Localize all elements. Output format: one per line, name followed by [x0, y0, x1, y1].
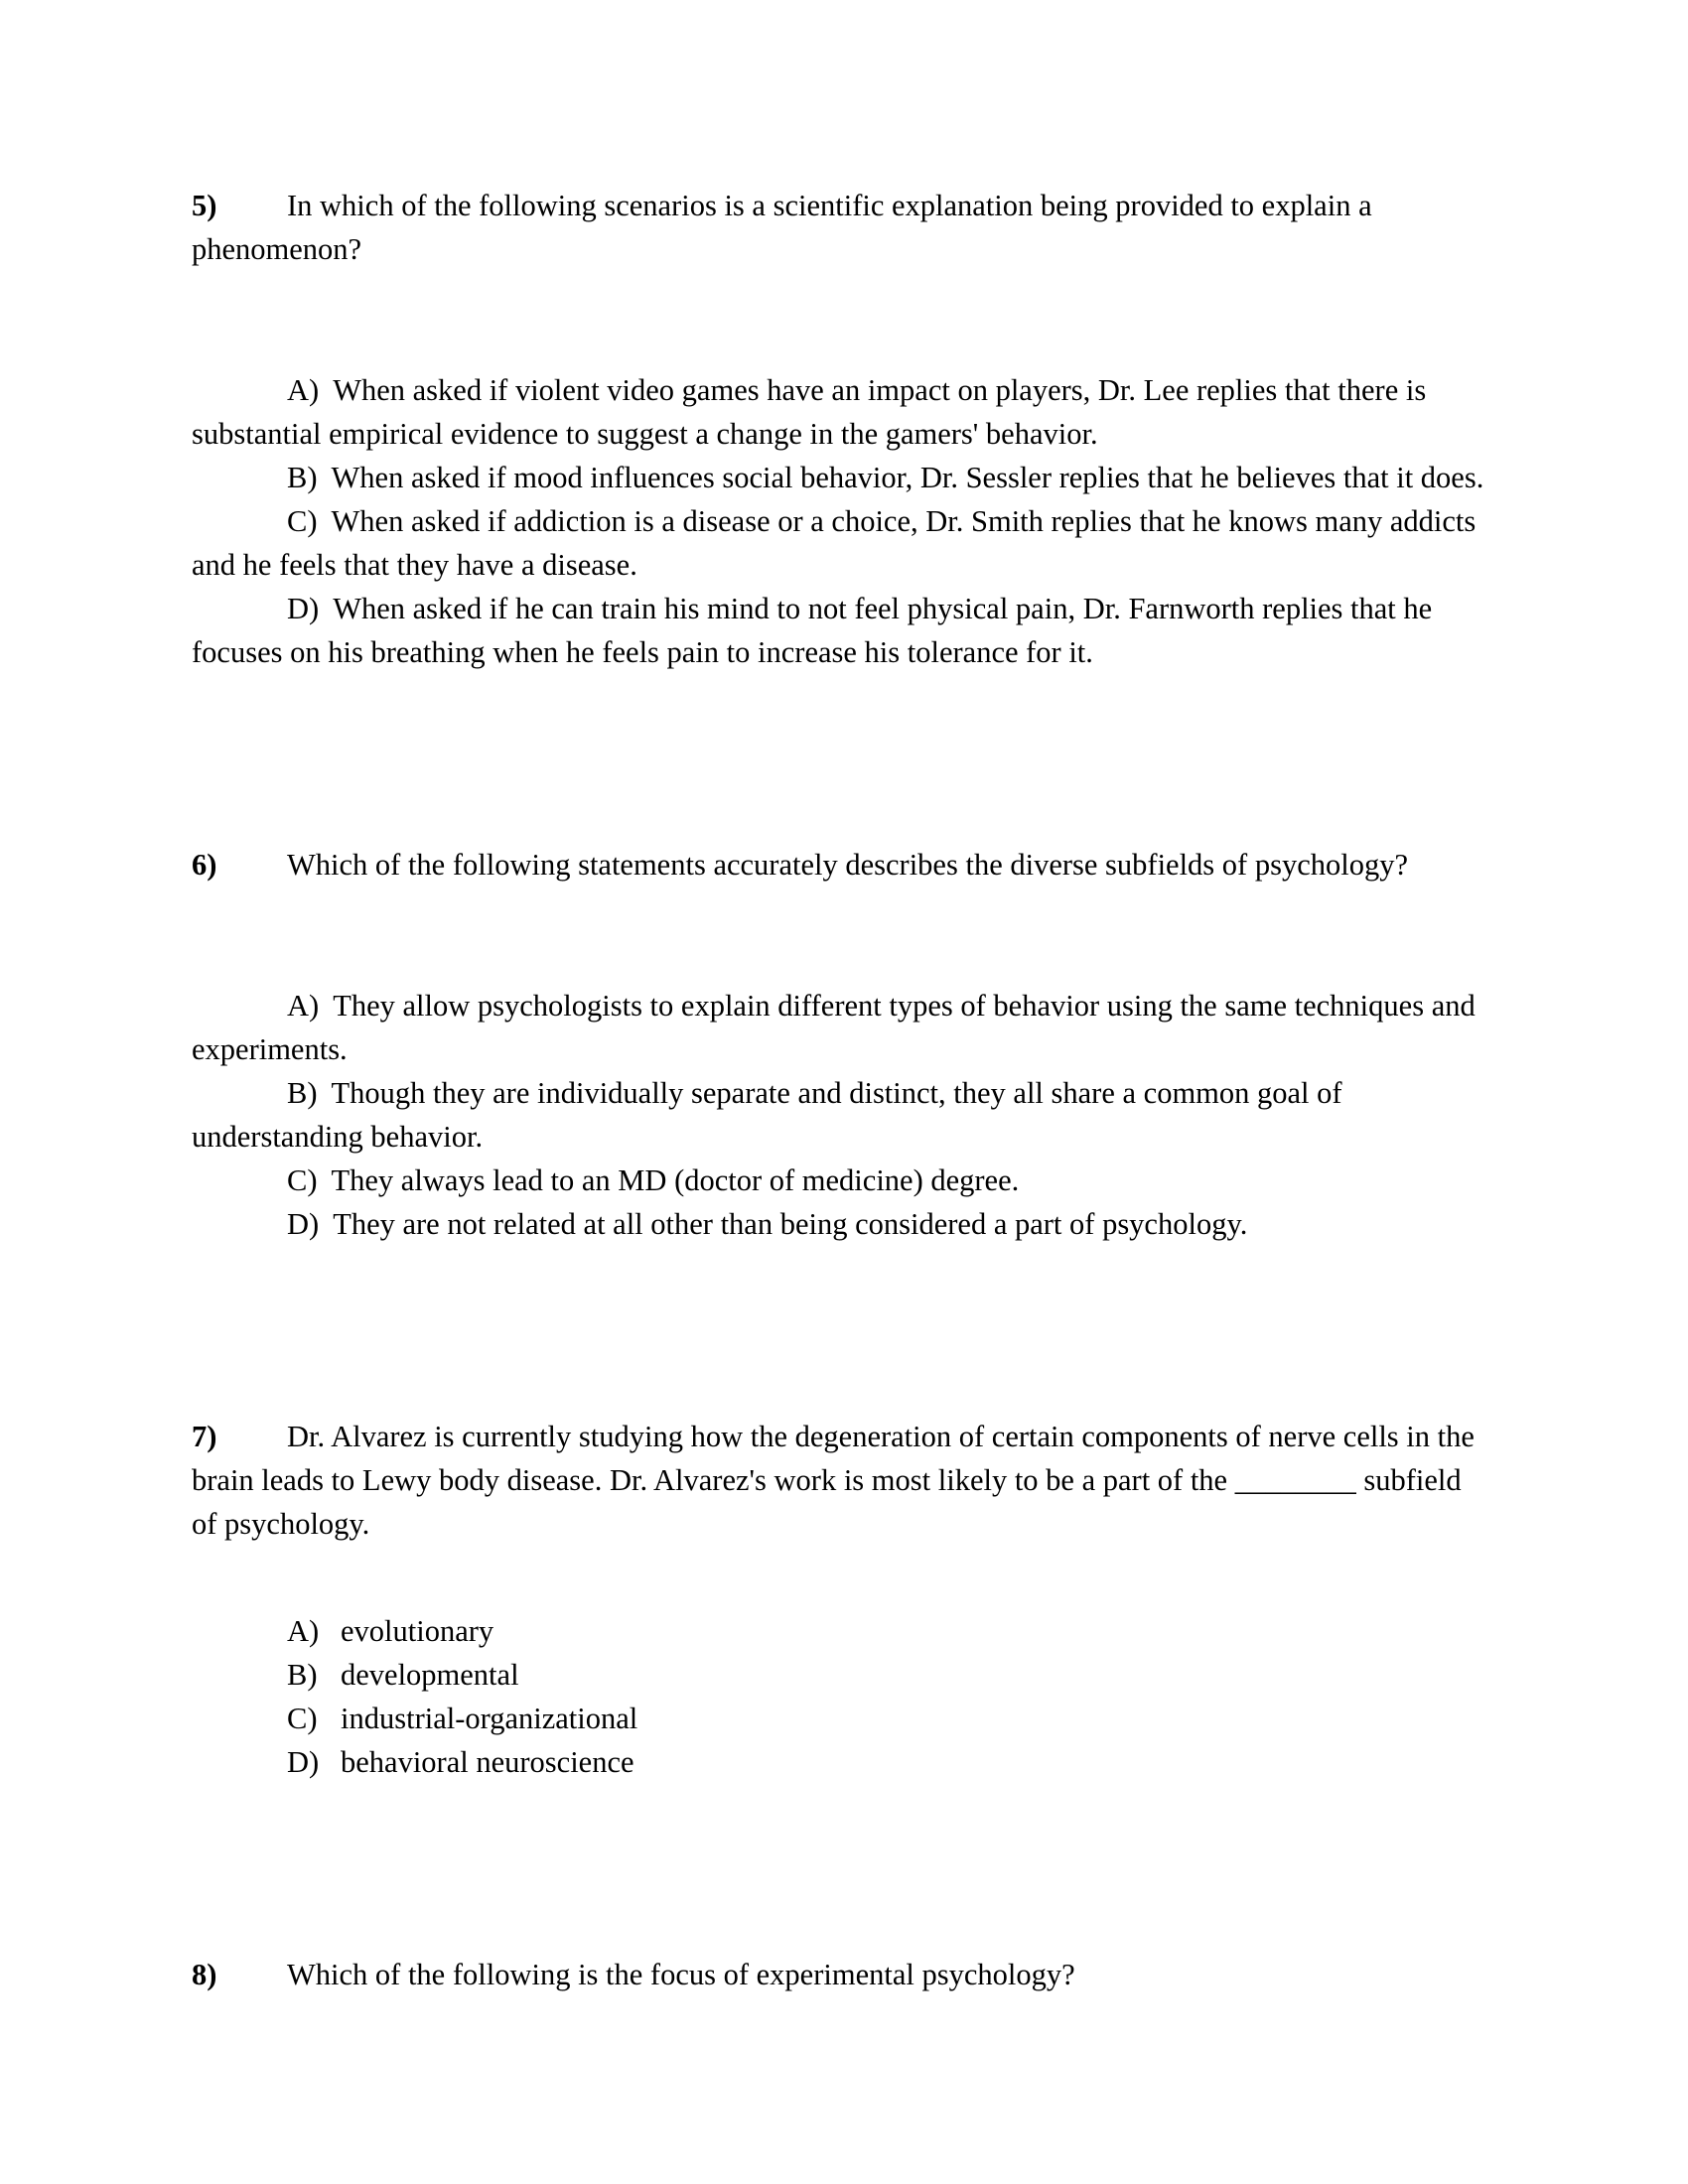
option-letter: A): [287, 1614, 320, 1648]
option-letter: C): [287, 1702, 318, 1735]
question-6-options: [192, 984, 1487, 1246]
question-7-number: 7): [192, 1420, 217, 1453]
option-text: behavioral neuroscience: [341, 1745, 634, 1779]
question-7-option-c[interactable]: [192, 1697, 1487, 1740]
question-7-options: [192, 1609, 1487, 1784]
option-letter: D): [287, 1207, 320, 1241]
question-6-stem: [192, 843, 1487, 887]
option-text: They are not related at all other than being considered a part of psychology.: [333, 1207, 1248, 1241]
question-block-7: [192, 1415, 1487, 1784]
spacer: [192, 1784, 1487, 1881]
option-letter: C): [287, 504, 318, 538]
question-5-stem-text: In which of the following scenarios is a scientific explanation being provided to explain a phenomenon?: [192, 189, 1372, 266]
spacer: [192, 674, 1487, 771]
option-text: They always lead to an MD (doctor of medicine) degree.: [331, 1163, 1020, 1197]
question-5-option-c[interactable]: [192, 499, 1487, 587]
question-8-stem: [192, 1953, 1487, 1996]
question-8-number: 8): [192, 1958, 217, 1991]
spacer: [192, 271, 1487, 368]
question-6-option-a[interactable]: [192, 984, 1487, 1071]
question-7-stem: [192, 1415, 1487, 1546]
option-letter: B): [287, 1658, 318, 1692]
question-block-8: [192, 1953, 1487, 1996]
question-7-stem-text: Dr. Alvarez is currently studying how the degeneration of certain components of nerve cells in the brain leads to Lewy body disease. Dr. Alvarez's work is most likely to be a part of the ________ subfield of psychology.: [192, 1420, 1475, 1541]
option-text: They allow psychologists to explain different types of behavior using the same techniques and experiments.: [192, 989, 1476, 1066]
spacer: [192, 887, 1487, 984]
question-5-option-a[interactable]: [192, 368, 1487, 456]
option-text: When asked if violent video games have an impact on players, Dr. Lee replies that there is substantial empirical evidence to suggest a change in the gamers' behavior.: [192, 373, 1427, 451]
option-letter: C): [287, 1163, 318, 1197]
option-letter: B): [287, 1076, 318, 1110]
question-6-option-c[interactable]: [192, 1159, 1487, 1202]
question-block-6: [192, 843, 1487, 1246]
question-5-stem: [192, 184, 1487, 271]
question-7-option-b[interactable]: [192, 1653, 1487, 1697]
option-text: When asked if mood influences social behavior, Dr. Sessler replies that he believes that it does.: [331, 461, 1484, 494]
option-letter: A): [287, 373, 320, 407]
question-5-option-d[interactable]: [192, 587, 1487, 674]
spacer: [192, 771, 1487, 843]
question-6-number: 6): [192, 848, 217, 882]
spacer: [192, 1246, 1487, 1343]
page-content: [192, 184, 1487, 1996]
question-6-option-d[interactable]: [192, 1202, 1487, 1246]
question-7-option-d[interactable]: [192, 1740, 1487, 1784]
question-5-option-b[interactable]: [192, 456, 1487, 499]
question-5-options: [192, 368, 1487, 674]
question-8-stem-text: Which of the following is the focus of experimental psychology?: [287, 1958, 1075, 1991]
question-5-number: 5): [192, 189, 217, 222]
option-letter: D): [287, 1745, 320, 1779]
option-letter: B): [287, 461, 318, 494]
spacer: [192, 1546, 1487, 1609]
option-text: developmental: [341, 1658, 519, 1692]
question-block-5: [192, 184, 1487, 674]
question-6-stem-text: Which of the following statements accurately describes the diverse subfields of psychology?: [287, 848, 1409, 882]
option-letter: D): [287, 592, 320, 625]
option-text: When asked if he can train his mind to not feel physical pain, Dr. Farnworth replies that he focuses on his breathing when he feels pain to increase his tolerance for it.: [192, 592, 1433, 669]
option-letter: A): [287, 989, 320, 1023]
option-text: evolutionary: [341, 1614, 494, 1648]
spacer: [192, 1881, 1487, 1953]
option-text: When asked if addiction is a disease or a choice, Dr. Smith replies that he knows many addicts and he feels that they have a disease.: [192, 504, 1477, 582]
question-6-option-b[interactable]: [192, 1071, 1487, 1159]
question-7-option-a[interactable]: [192, 1609, 1487, 1653]
option-text: Though they are individually separate and distinct, they all share a common goal of understanding behavior.: [192, 1076, 1342, 1154]
option-text: industrial-organizational: [341, 1702, 638, 1735]
spacer: [192, 1343, 1487, 1415]
